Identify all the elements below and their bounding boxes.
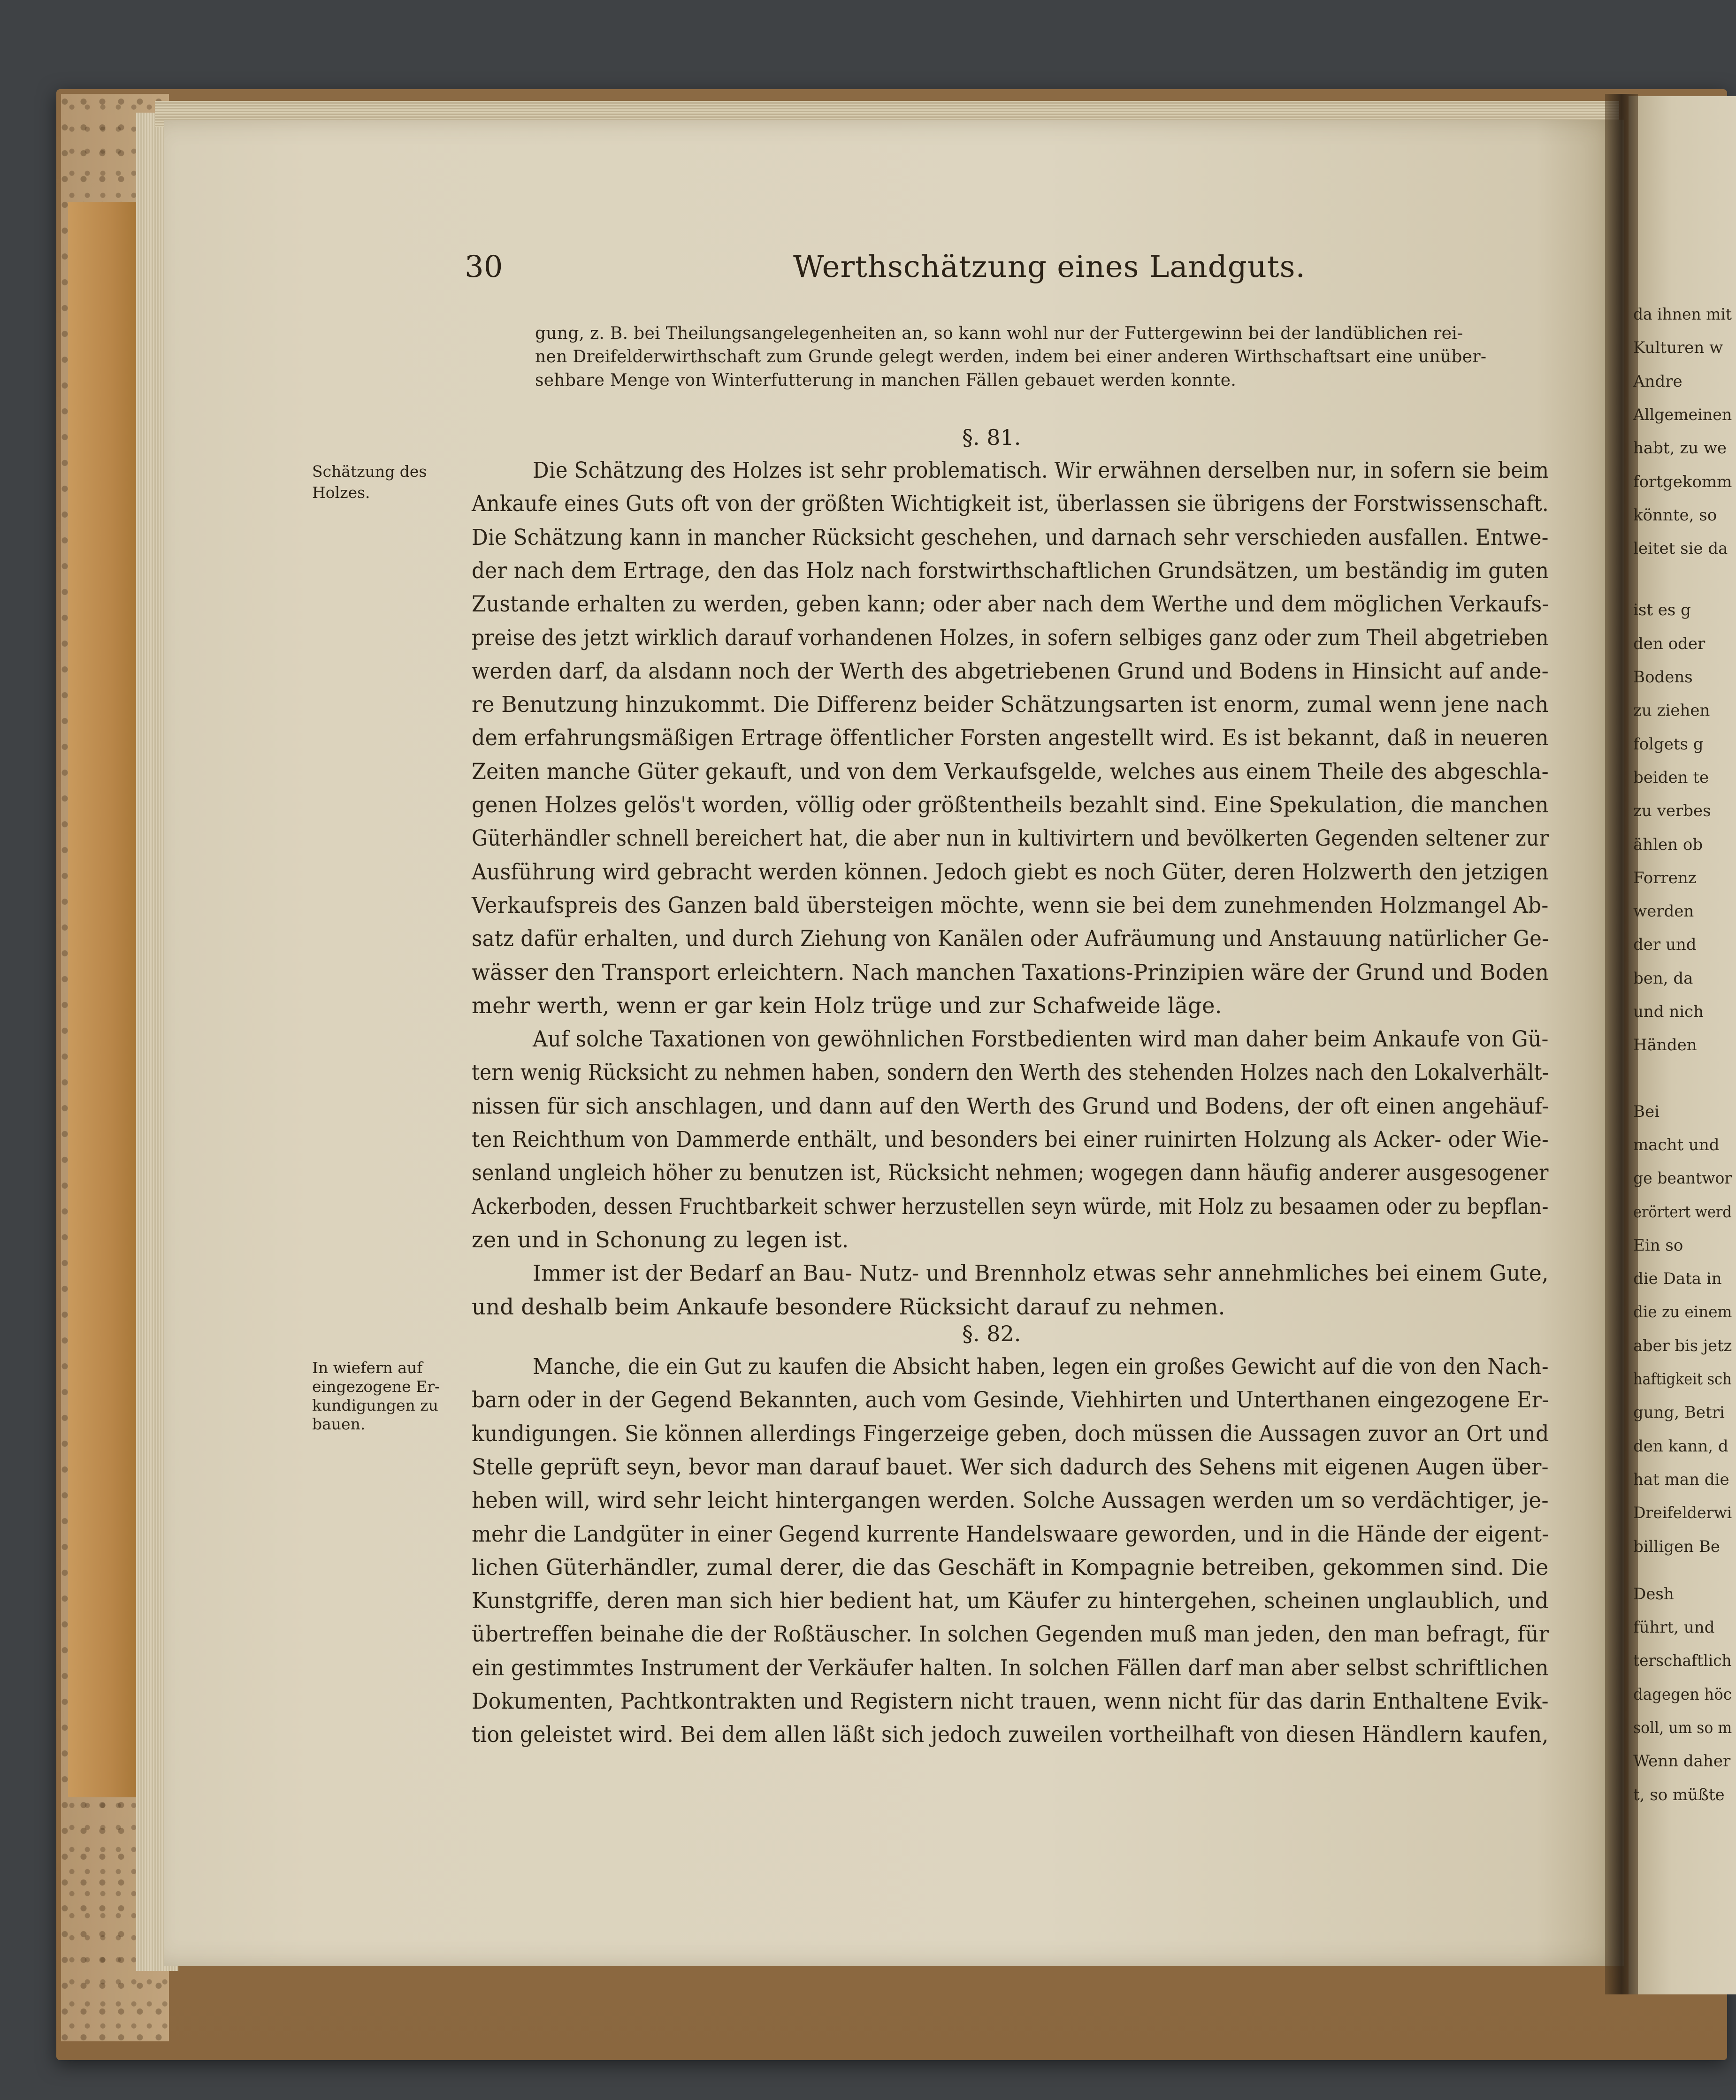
facing-page-line: zu verbes [1633,802,1711,821]
body-line: Verkaufspreis des Ganzen bald übersteigen möchte, wenn sie bei dem zunehmenden Holzmangel Ab- [472,892,1549,918]
facing-page-line: folgets g [1633,734,1704,754]
body-line: nissen für sich anschlagen, und dann auf den Werth des Grund und Bodens, der oft einen angehäuf- [472,1093,1549,1119]
facing-page-line: Forrenz [1633,868,1697,887]
body-line: senland ungleich höher zu benutzen ist, Rücksicht nehmen; wogegen dann häufig anderer ausgesogener [472,1160,1549,1186]
facing-page-line: die zu einem [1633,1303,1732,1322]
facing-page-line: ben, da [1633,969,1693,988]
body-line: tern wenig Rücksicht zu nehmen haben, sondern den Werth des stehenden Holzes nach den Lokalverhält- [472,1060,1549,1085]
facing-page-line: ge beantwor [1633,1169,1732,1188]
body-line: heben will, wird sehr leicht hintergangen werden. Solche Aussagen werden um so verdächtiger, je- [472,1488,1549,1513]
body-line: Stelle geprüft seyn, bevor man darauf bauet. Wer sich dadurch des Sehens mit eigenen Augen über- [472,1454,1549,1480]
margin-note: Holzes. [312,483,370,502]
facing-page-line: billigen Be [1633,1537,1720,1556]
body-line: Zeiten manche Güter gekauft, und von dem Verkaufsgelde, welches aus einem Theile des abgeschla- [472,758,1549,784]
running-head: Werthschätzung eines Landguts. [793,250,1306,284]
facing-page-line: die Data in [1633,1269,1722,1289]
body-line: Die Schätzung des Holzes ist sehr problematisch. Wir erwähnen derselben nur, in sofern sie beim [533,458,1549,483]
body-line: Zustande erhalten zu werden, geben kann; oder aber nach dem Werthe und dem möglichen Verkaufs- [472,591,1549,617]
facing-page-line: habt, zu we [1633,439,1727,458]
body-line: Ankaufe eines Guts oft von der größten Wichtigkeit ist, überlassen sie übrigens der Forstwissenschaft. [472,491,1549,517]
body-line: wässer den Transport erleichtern. Nach manchen Taxations-Prinzipien wäre der Grund und Boden [472,959,1549,985]
footnote-line: gung, z. B. bei Theilungsangelegenheiten an, so kann wohl nur der Futtergewinn bei der landüblichen rei- [535,324,1463,343]
body-line: dem erfahrungsmäßigen Ertrage öffentlicher Forsten angestellt wird. Es ist bekannt, daß in neueren [472,725,1549,751]
body-line: ten Reichthum von Dammerde enthält, und besonders bei einer ruinirten Holzung als Acker- oder Wie- [472,1127,1549,1152]
margin-note: bauen. [312,1415,366,1433]
body-line: satz dafür erhalten, und durch Ziehung von Kanälen oder Aufräumung und Anstauung natürlicher Ge- [472,926,1549,952]
facing-page-line: t, so müßte [1633,1785,1725,1804]
margin-note: Schätzung des [312,462,427,481]
facing-page-line: Andre [1633,372,1682,391]
facing-page-line: werden [1633,902,1694,921]
facing-page-line: ählen ob [1633,835,1703,854]
margin-note: In wiefern auf [312,1359,423,1377]
facing-page-line: führt, und [1633,1618,1715,1637]
facing-page-line: gung, Betri [1633,1403,1725,1422]
footnote-line: sehbare Menge von Winterfutterung in manchen Fällen gebauet werden konnte. [535,371,1237,390]
facing-page-line: dagegen höc [1633,1685,1732,1704]
body-line: mehr die Landgüter in einer Gegend kurrente Handelswaare geworden, und in die Hände der eigent- [472,1521,1549,1547]
body-line: Güterhändler schnell bereichert hat, die aber nun in kultivirtern und bevölkerten Gegenden seltener zur [472,825,1549,851]
section-heading: §. 81. [962,425,1021,450]
margin-note: eingezogene Er- [312,1377,440,1396]
facing-page-line: Dreifelderwi [1633,1504,1732,1523]
body-line: ein gestimmtes Instrument der Verkäufer halten. In solchen Fällen darf man aber selbst schriftlichen [472,1655,1549,1680]
facing-page-line: ist es g [1633,601,1691,620]
facing-page-line: Händen [1633,1036,1697,1055]
facing-page-line: hat man die [1633,1470,1729,1489]
body-line: Immer ist der Bedarf an Bau- Nutz- und Brennholz etwas sehr annehmliches bei einem Gute, [533,1260,1549,1286]
margin-note: kundigungen zu [312,1396,438,1414]
facing-page-line: leitet sie da [1633,539,1728,558]
body-line: und deshalb beim Ankaufe besondere Rücksicht darauf zu nehmen. [472,1294,1225,1320]
body-line: preise des jetzt wirklich darauf vorhandenen Holzes, in sofern selbiges ganz oder zum Theil abgetrieben [472,625,1549,650]
body-line: Manche, die ein Gut zu kaufen die Absicht haben, legen ein großes Gewicht auf die von den Nach- [533,1354,1549,1379]
facing-page-line: Bodens [1633,668,1693,687]
body-line: Dokumenten, Pachtkontrakten und Registern nicht trauen, wenn nicht für das darin Enthaltene Evik- [472,1688,1549,1714]
body-line: Ackerboden, dessen Fruchtbarkeit schwer herzustellen seyn würde, mit Holz zu besaamen oder zu bepflan- [472,1193,1549,1219]
body-line: Kunstgriffe, deren man sich hier bedient hat, um Käufer zu hintergehen, scheinen unglaublich, und [472,1588,1549,1614]
body-line: Auf solche Taxationen von gewöhnlichen Forstbedienten wird man daher beim Ankaufe von Gü- [533,1026,1549,1052]
body-line: tion geleistet wird. Bei dem allen läßt sich jedoch zuweilen vortheilhaft von diesen Händlern kaufen, [472,1722,1549,1748]
facing-page-line: Wenn daher [1633,1752,1731,1771]
section-heading: §. 82. [962,1321,1021,1346]
facing-page-line: den oder [1633,634,1705,653]
facing-page-line: Kulturen w [1633,338,1723,358]
facing-page-line: terschaftlich [1633,1651,1732,1671]
body-line: kundigungen. Sie können allerdings Fingerzeige geben, doch müssen die Aussagen zuvor an Ort und [472,1420,1549,1446]
body-line: Ausführung wird gebracht werden können. Jedoch giebt es noch Güter, deren Holzwerth den jetzigen [472,859,1549,885]
facing-page-line: Bei [1633,1102,1660,1121]
facing-page-line: Desh [1633,1584,1674,1604]
facing-page-line: erörtert werd [1633,1202,1732,1222]
body-line: mehr werth, wenn er gar kein Holz trüge und zur Schafweide läge. [472,993,1222,1018]
facing-page-line: beiden te [1633,768,1709,787]
facing-page-line: Allgemeinen [1633,405,1732,424]
footnote-line: nen Dreifelderwirthschaft zum Grunde gelegt werden, indem bei einer anderen Wirthschaftsart eine unüber- [535,347,1487,367]
facing-page-line: fortgekomm [1633,472,1732,491]
facing-page-line: den kann, d [1633,1436,1728,1456]
body-line: barn oder in der Gegend Bekannten, auch vom Gesinde, Viehhirten und Unterthanen eingezogene Er- [472,1387,1549,1413]
facing-page-line: macht und [1633,1135,1720,1154]
facing-page-line: könnte, so [1633,505,1717,525]
body-line: re Benutzung hinzukommt. Die Differenz beider Schätzungsarten ist enorm, zumal wenn jene nach [472,692,1549,718]
facing-page-line: haftigkeit sch [1633,1370,1732,1389]
body-line: zen und in Schonung zu legen ist. [472,1227,849,1252]
body-line: genen Holzes gelös't worden, völlig oder größtentheils bezahlt sind. Eine Spekulation, die manchen [472,792,1549,817]
facing-page-line: soll, um so m [1633,1718,1732,1737]
page-number: 30 [465,250,503,284]
facing-page-line: und nich [1633,1002,1704,1021]
body-line: der nach dem Ertrage, den das Holz nach forstwirthschaftlichen Grundsätzen, um beständig im guten [472,557,1549,583]
spine-leather-strip [68,202,138,1797]
body-line: übertreffen beinahe die der Roßtäuscher. In solchen Gegenden muß man jeden, den man befragt, für [472,1621,1549,1647]
facing-page-line: aber bis jetz [1633,1336,1732,1355]
body-line: werden darf, da alsdann noch der Werth des abgetriebenen Grund und Bodens in Hinsicht auf ande- [472,658,1549,684]
body-line: Die Schätzung kann in mancher Rücksicht geschehen, und darnach sehr verschieden ausfallen. Entwe- [472,524,1549,550]
body-line: lichen Güterhändler, zumal derer, die das Geschäft in Kompagnie betreiben, gekommen sind. Die [472,1554,1549,1580]
facing-page-line: der und [1633,935,1697,955]
facing-page-line: zu ziehen [1633,701,1710,720]
facing-page-line: Ein so [1633,1236,1683,1255]
facing-page-line: da ihnen mit [1633,305,1732,324]
